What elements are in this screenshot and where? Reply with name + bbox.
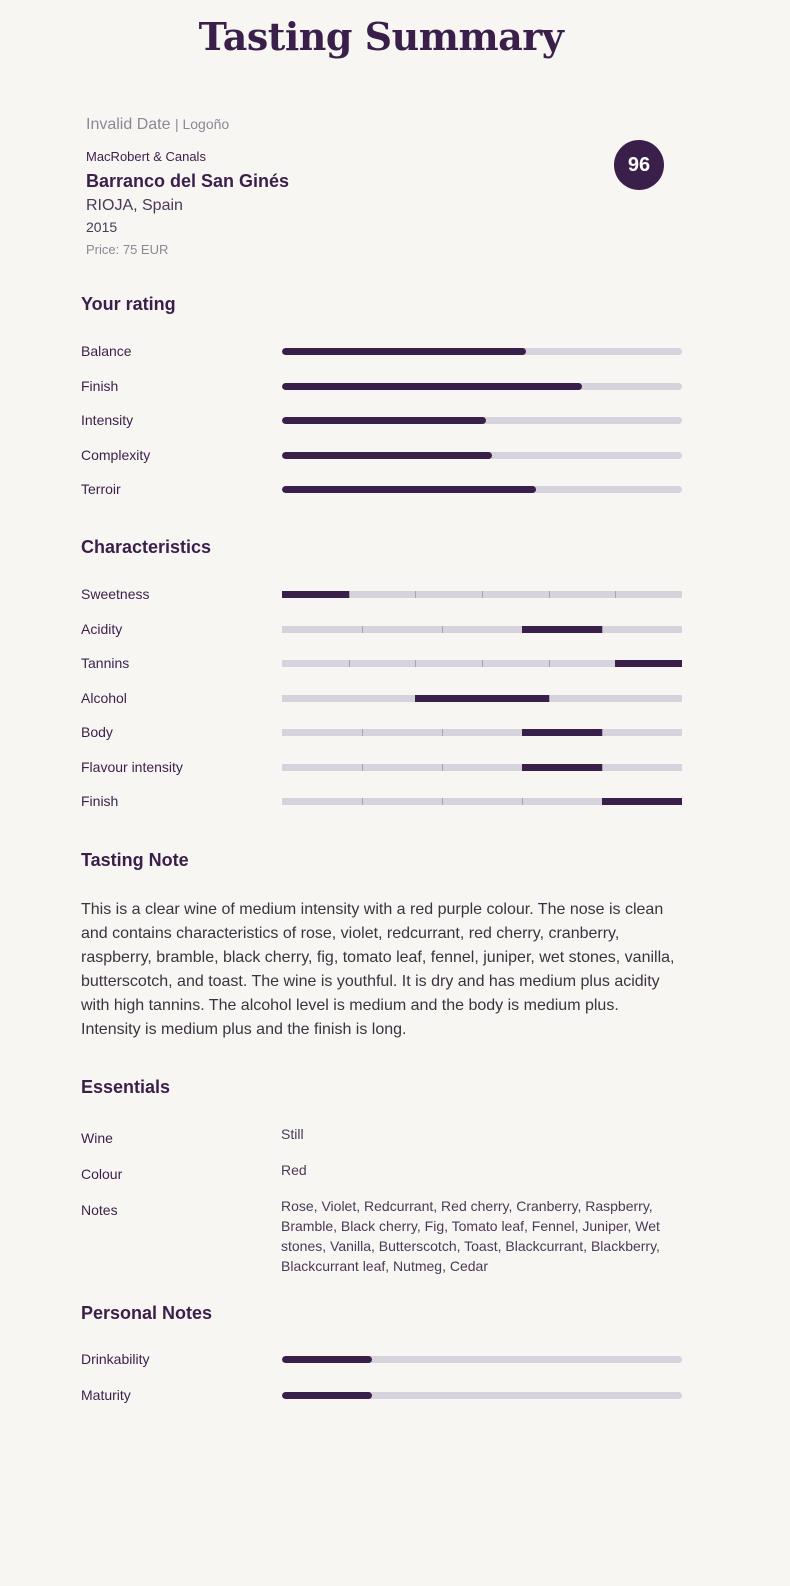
personal-bar-maturity — [282, 1392, 682, 1399]
page-title: Tasting Summary — [198, 14, 564, 59]
characteristic-bar-flavour-intensity — [282, 764, 682, 771]
essentials-wine-value: Still — [281, 1126, 304, 1142]
characteristic-tick — [362, 626, 363, 633]
characteristic-tick — [362, 729, 363, 736]
rating-section-title: Your rating — [81, 294, 176, 314]
characteristic-level-marker — [522, 626, 602, 633]
wine-vintage: 2015 — [86, 219, 118, 235]
characteristic-tick — [442, 729, 443, 736]
characteristics-section-title: Characteristics — [81, 537, 212, 557]
characteristic-bar-body — [282, 729, 682, 736]
characteristic-tick — [415, 660, 416, 667]
characteristic-level-marker — [615, 660, 682, 667]
rating-label-intensity: Intensity — [81, 412, 134, 428]
wine-price: Price: 75 EUR — [86, 242, 169, 257]
rating-label-complexity: Complexity — [81, 447, 151, 463]
producer-name: MacRobert & Canals — [86, 149, 206, 164]
characteristic-label-flavour-intensity: Flavour intensity — [81, 759, 183, 775]
essentials-wine-label: Wine — [81, 1130, 113, 1146]
essentials-notes-value: Rose, Violet, Redcurrant, Red cherry, Cranberry, Raspberry, Bramble, Black cherry, Fig, Tomato leaf, Fennel, Juniper, Wet stones, Vanilla, Butterscotch, Toast, Blackcurrant, Blackberry, Blackcurrant leaf, Nutmeg, Cedar — [281, 1198, 660, 1274]
characteristic-tick — [362, 798, 363, 805]
rating-bar-fill — [282, 417, 486, 424]
wine-name: Barranco del San Ginés — [86, 171, 290, 191]
rating-bar-fill — [282, 348, 526, 355]
rating-bar-balance — [282, 348, 682, 355]
personal-bar-fill — [282, 1356, 372, 1363]
characteristic-bar-acidity — [282, 626, 682, 633]
rating-bar-terroir — [282, 486, 682, 493]
characteristic-level-marker — [522, 729, 602, 736]
characteristic-bar-alcohol — [282, 695, 682, 702]
characteristic-tick — [549, 660, 550, 667]
characteristic-tick — [482, 660, 483, 667]
characteristic-bar-finish — [282, 798, 682, 805]
characteristic-tick — [522, 798, 523, 805]
characteristic-label-acidity: Acidity — [81, 621, 123, 637]
rating-bar-finish — [282, 383, 682, 390]
rating-bar-fill — [282, 383, 582, 390]
characteristic-level-marker — [415, 695, 548, 702]
essentials-title: Essentials — [81, 1077, 171, 1097]
characteristic-tick — [549, 695, 550, 702]
characteristic-tick — [615, 591, 616, 598]
essentials-notes-label: Notes — [81, 1202, 118, 1218]
personal-label-drinkability: Drinkability — [81, 1351, 150, 1367]
characteristic-bar-sweetness — [282, 591, 682, 598]
score-badge: 96 — [614, 140, 664, 190]
region-text: | Logoño — [174, 116, 230, 132]
characteristic-tick — [602, 729, 603, 736]
characteristic-bar-tannins — [282, 660, 682, 667]
rating-label-terroir: Terroir — [81, 481, 121, 497]
characteristic-label-sweetness: Sweetness — [81, 586, 150, 602]
characteristic-tick — [349, 591, 350, 598]
characteristic-tick — [415, 591, 416, 598]
characteristic-tick — [442, 798, 443, 805]
characteristic-tick — [549, 591, 550, 598]
characteristic-label-finish: Finish — [81, 793, 119, 809]
characteristic-tick — [602, 626, 603, 633]
characteristic-tick — [602, 764, 603, 771]
characteristic-tick — [482, 591, 483, 598]
characteristic-label-tannins: Tannins — [81, 655, 130, 671]
characteristic-tick — [362, 764, 363, 771]
tasting-note-title: Tasting Note — [81, 850, 189, 870]
characteristic-tick — [442, 626, 443, 633]
personal-label-maturity: Maturity — [81, 1387, 131, 1403]
characteristic-tick — [442, 764, 443, 771]
rating-bar-fill — [282, 486, 536, 493]
date-text: Invalid Date — [86, 116, 171, 133]
personal-notes-title: Personal Notes — [81, 1303, 213, 1323]
tasting-date — [86, 116, 229, 134]
characteristic-label-alcohol: Alcohol — [81, 690, 127, 706]
essentials-colour-label: Colour — [81, 1166, 123, 1182]
rating-bar-complexity — [282, 452, 682, 459]
essentials-colour-value: Red — [281, 1162, 307, 1178]
rating-label-balance: Balance — [81, 343, 132, 359]
characteristic-level-marker — [282, 591, 349, 598]
characteristic-label-body: Body — [81, 724, 113, 740]
tasting-note-text: This is a clear wine of medium intensity with a red purple colour. The nose is clean and contains characteristics of rose, violet, redcurrant, red cherry, cranberry, raspberry, bramble, black cherry, fig, tomato leaf, fennel, juniper, wet stones, vanilla, butterscotch, and toast. The wine is youthful. It is dry and has medium plus acidity with high tannins. The alcohol level is medium and the body is medium plus. Intensity is medium plus and the finish is long. — [81, 901, 675, 1038]
characteristic-tick — [349, 660, 350, 667]
personal-bar-fill — [282, 1392, 372, 1399]
rating-bar-fill — [282, 452, 492, 459]
rating-label-finish: Finish — [81, 378, 119, 394]
personal-bar-drinkability — [282, 1356, 682, 1363]
characteristic-level-marker — [522, 764, 602, 771]
characteristic-level-marker — [602, 798, 682, 805]
rating-bar-intensity — [282, 417, 682, 424]
wine-location: RIOJA, Spain — [86, 197, 183, 214]
